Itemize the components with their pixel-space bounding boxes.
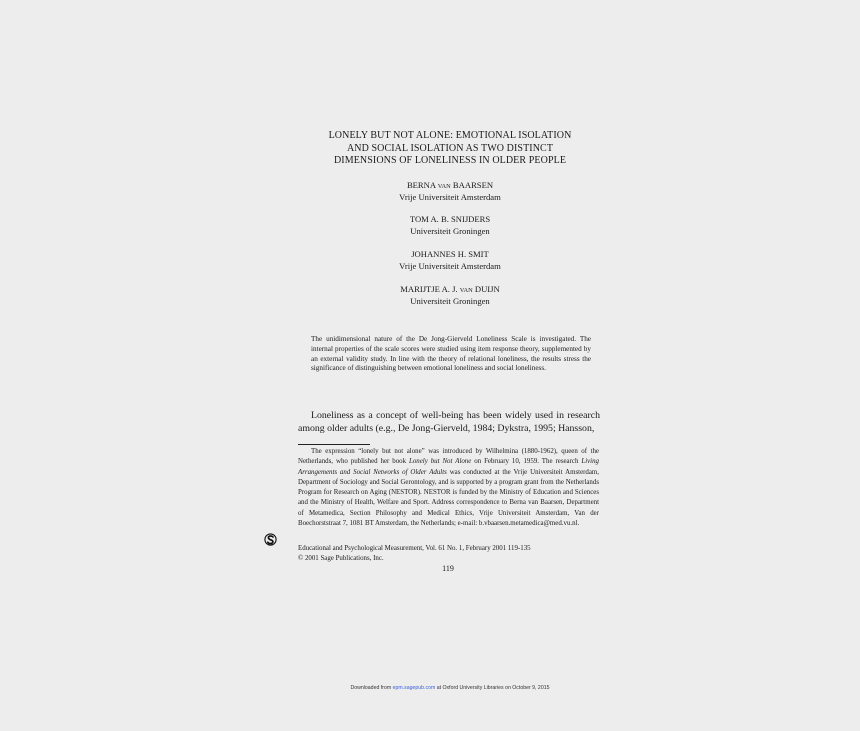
author-name: TOM A. B. SNIJDERS	[409, 214, 491, 224]
sage-logo-icon	[264, 532, 277, 547]
research-title: Living Arrangements and Social Networks of Older Adults	[298, 458, 599, 476]
author-affiliation: Vrije Universiteit Amsterdam	[399, 261, 501, 271]
author-affiliation: Universiteit Groningen	[410, 296, 490, 306]
journal-info	[298, 544, 599, 563]
download-notice: Downloaded from epm.sagepub.com at Oxford University Libraries on October 9, 2015	[350, 685, 550, 691]
author-3	[250, 249, 650, 272]
footnote-text: The expression “lonely but not alone” was introduced by Wilhelmina (1880-1962), queen of the Netherlands, who published her book Lonely but Not Alone on February 10, 1959. The research Living Arrangements and Social Networks of Older Adults was conducted at the Vrije Universiteit Amsterdam, Department of Sociology and Social Gerontology, and is supported by a program grant from the Netherlands Program for Research on Aging (NESTOR). NESTOR is funded by the Ministry of Education and Sciences and the Ministry of Health, Welfare and Sport. Address correspondence to Berna van Baarsen, Department of Metamedica, Section Philosophy and Medical Ethics, Vrije Universiteit Amsterdam, Van der Boechorststraat 7, 1081 BT Amsterdam, the Netherlands; e-mail: b.vbaarsen.metamedica@med.vu.nl.	[298, 448, 600, 528]
author-name: MARIJTJE A. J. VAN DUIJN	[400, 284, 500, 294]
author-name: BERNA VAN BAARSEN	[406, 180, 494, 190]
footnote-rule	[298, 444, 370, 445]
author-4	[250, 284, 650, 307]
abstract	[311, 335, 591, 374]
article-title	[250, 130, 650, 168]
body-paragraph: Loneliness as a concept of well-being has been widely used in research among older adults (e.g., De Jong-Gierveld, 1984; Dykstra, 1995; Hansson,	[298, 410, 600, 435]
author-affiliation: Universiteit Groningen	[410, 226, 490, 236]
journal-copyright: © 2001 Sage Publications, Inc.	[298, 554, 384, 562]
author-name: JOHANNES H. SMIT	[411, 249, 489, 259]
author-2	[250, 214, 650, 237]
title-line-3: DIMENSIONS OF LONELINESS IN OLDER PEOPLE	[333, 155, 567, 166]
author-1	[250, 180, 650, 203]
journal-link[interactable]: epm.sagepub.com	[392, 685, 436, 691]
journal-citation: Educational and Psychological Measurement, Vol. 61 No. 1, February 2001 119-135	[298, 545, 531, 552]
footnote	[298, 447, 599, 529]
abstract-text: The unidimensional nature of the De Jong-Gierveld Loneliness Scale is investigated. The internal properties of the scale scores were studied using item response theory, supplemented by an external validity study. In line with the theory of relational loneliness, the results stress the significance of distinguishing between emotional loneliness and social loneliness.	[311, 335, 591, 373]
body-text	[298, 409, 600, 436]
page-number: 119	[442, 564, 454, 573]
book-title: Lonely but Not Alone	[409, 458, 472, 466]
author-affiliation: Vrije Universiteit Amsterdam	[399, 192, 501, 202]
title-line-2: AND SOCIAL ISOLATION AS TWO DISTINCT	[346, 142, 554, 154]
title-line-1: LONELY BUT NOT ALONE: EMOTIONAL ISOLATION	[328, 130, 572, 141]
